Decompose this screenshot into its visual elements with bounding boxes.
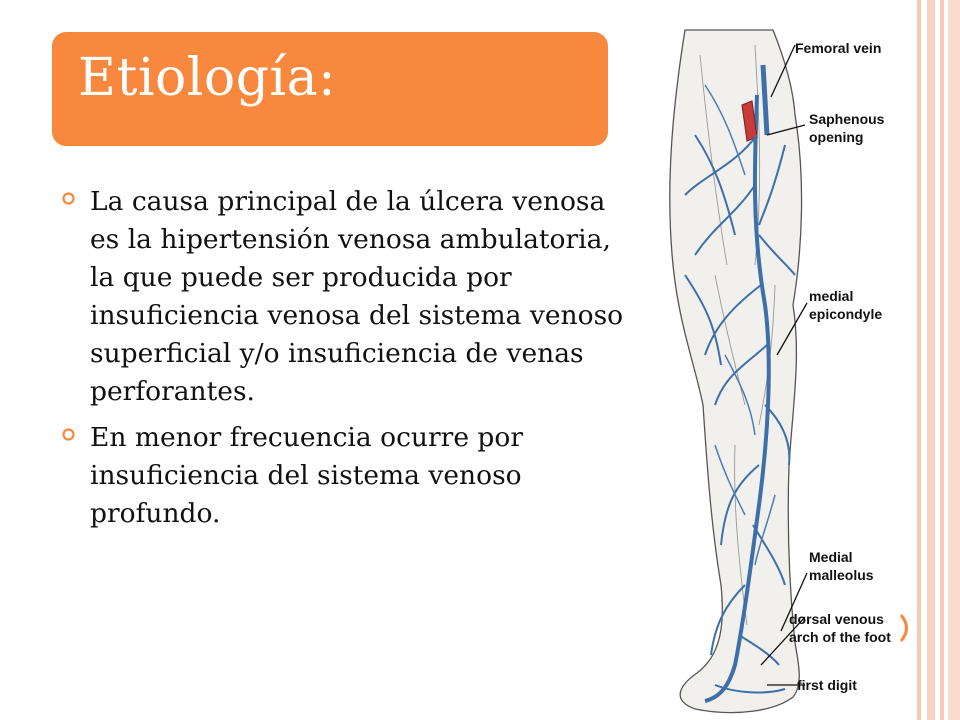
bullet-icon: [62, 192, 75, 205]
label-saphenous-line2: opening: [809, 129, 864, 145]
label-saphenous-line1: Saphenous: [809, 111, 885, 127]
label-dorsal-line1: dorsal venous: [789, 611, 884, 627]
decorative-stripe: [948, 0, 960, 720]
bullet-icon: [62, 428, 75, 441]
decorative-stripe: [940, 0, 944, 720]
leg-veins-illustration: [655, 25, 917, 720]
decorative-stripe: [917, 0, 921, 720]
slide-title: Etiología:: [78, 48, 337, 108]
label-medial-line1: medial: [809, 288, 854, 304]
label-dorsal-line2: arch of the foot: [789, 629, 891, 645]
label-femoral-vein: Femoral vein: [795, 40, 882, 56]
bullet-text: La causa principal de la úlcera venosa es la hipertensión venosa ambulatoria, la que puede ser producida por insuficiencia venosa del sistema venoso superficial y/o insuficiencia de venas perforantes.: [90, 186, 624, 407]
bullet-text: En menor frecuencia ocurre por insuficiencia del sistema venoso profundo.: [90, 422, 524, 529]
label-malleolus-line1: Medial: [809, 549, 853, 565]
label-medial-line2: epicondyle: [809, 306, 883, 322]
label-malleolus-line2: malleolus: [809, 567, 874, 583]
label-first-digit: first digit: [797, 677, 857, 693]
bullet-item: [60, 419, 630, 533]
bullet-list: [60, 183, 630, 541]
decorative-stripe: [927, 0, 935, 720]
bullet-item: [60, 183, 630, 411]
